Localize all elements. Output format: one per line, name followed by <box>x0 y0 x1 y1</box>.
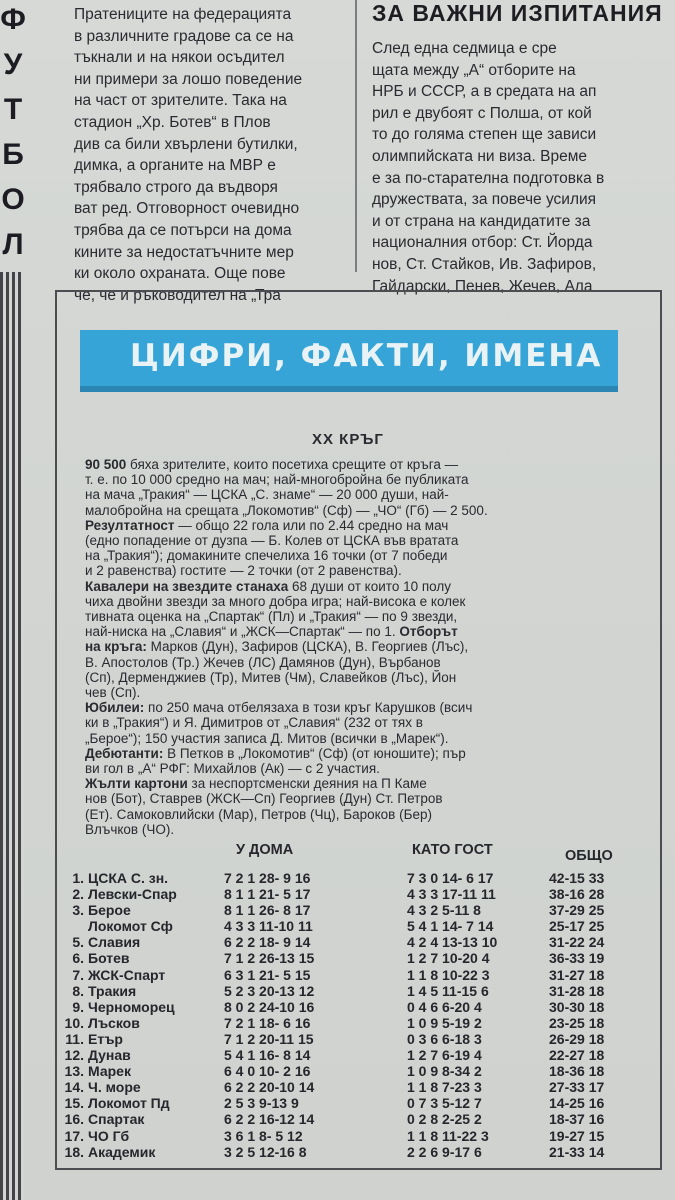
cell-away: 7 3 0 14- 6 17 <box>407 870 494 886</box>
cell-team: ЧО Гб <box>88 1127 130 1144</box>
section-vertical-word <box>0 2 26 263</box>
header-home: У ДОМА <box>236 842 294 858</box>
cell-pos: 6. <box>72 950 84 967</box>
stats-banner <box>80 330 618 392</box>
cell-total: 25-17 25 <box>549 918 605 935</box>
left-article-line: стадион „Хр. Ботев“ в Плов <box>74 113 271 131</box>
table-row <box>62 950 652 966</box>
right-article-line: е за по-старателна подготовка в <box>372 169 605 187</box>
cell-home: 6 3 1 21- 5 15 <box>224 966 311 983</box>
table-row <box>62 934 652 950</box>
cell-team: Локомот Сф <box>88 918 173 935</box>
stats-body-line: ви гол в „А“ РФГ: Михайлов (Ак) — с 2 участия. <box>85 761 380 777</box>
cell-total: 30-30 18 <box>549 998 605 1015</box>
cell-pos: 2. <box>72 886 84 903</box>
stats-body-line: (Ет). Самоковлийски (Мар), Петров (Чц), Бароков (Бер) <box>85 806 432 822</box>
table-row <box>62 1047 652 1063</box>
stats-body-line: и 2 равенства) гостите — 2 точки (от 2 равенства). <box>85 563 402 579</box>
stats-body-line: на „Тракия“); домакините спечелиха 16 точки (от 7 победи <box>85 548 448 564</box>
cell-pos: 14. <box>64 1079 84 1096</box>
cell-total: 18-36 18 <box>549 1063 605 1080</box>
cell-total: 26-29 18 <box>549 1030 605 1047</box>
stats-body-line: чиха двойни звезди за много добра игра; най-висока е колек <box>85 593 466 609</box>
table-row <box>62 999 652 1015</box>
right-article-line: щата между „А“ отборите на <box>372 61 576 79</box>
cell-team: Черноморец <box>88 998 175 1015</box>
cell-away: 5 4 1 14- 7 14 <box>407 918 494 935</box>
stats-body-line: Юбилеи: по 250 мача отбелязаха в този кръг Карушков (всич <box>85 700 473 716</box>
right-article-line: дружествата, за повече усилия <box>372 191 597 209</box>
cell-home: 6 2 2 18- 9 14 <box>224 934 311 951</box>
cell-total: 21-33 14 <box>549 1143 605 1160</box>
column-divider <box>355 0 357 272</box>
left-article-line: трябвало строго да въдворя <box>74 178 278 196</box>
stats-body-line: Дебютанти: В Петков в „Локомотив“ (Сф) (от юношите); пър <box>85 745 466 761</box>
table-row <box>62 1031 652 1047</box>
stats-body-line: Кавалери на звездите станаха 68 души от които 10 полу <box>85 578 451 594</box>
table-row <box>62 886 652 902</box>
side-letter: У <box>3 48 23 81</box>
cell-total: 38-16 28 <box>549 886 605 903</box>
stats-body-line: на мача „Тракия“ — ЦСКА „С. знаме“ — 20 000 души, най- <box>85 487 449 503</box>
cell-home: 7 2 1 28- 9 16 <box>224 870 311 886</box>
cell-pos: 11. <box>65 1030 84 1047</box>
cell-total: 36-33 19 <box>549 950 605 967</box>
stats-body-line: на кръга: Марков (Дун), Зафиров (ЦСКА), В. Георгиев (Лъс), <box>85 639 469 655</box>
side-letter: Ф <box>0 3 26 36</box>
cell-pos: 16. <box>64 1111 84 1128</box>
right-article-line: нов, Ст. Стайков, Ив. Зафиров, <box>372 255 597 273</box>
cell-away: 0 2 8 2-25 2 <box>407 1111 482 1128</box>
cell-home: 6 2 2 16-12 14 <box>224 1111 315 1128</box>
cell-home: 6 2 2 20-10 14 <box>224 1079 315 1096</box>
cell-away: 1 0 9 5-19 2 <box>407 1014 482 1031</box>
right-article-line: и от страна на кандидатите за <box>372 212 591 230</box>
left-article-line: ват ред. Отговорност очевидно <box>74 200 300 218</box>
right-article-line: олимпийската ни виза. Време <box>372 147 587 165</box>
decorative-stripes <box>0 272 24 1200</box>
standings-table <box>62 870 652 1160</box>
banner-title: ЦИФРИ, ФАКТИ, ИМЕНА <box>130 338 603 374</box>
header-away: КАТО ГОСТ <box>412 842 493 858</box>
cell-team: Ботев <box>88 950 130 967</box>
stats-body-line: Резултатност — общо 22 гола или по 2.44 средно на мач <box>85 517 449 533</box>
stats-body-line: Влъчков (ЧО). <box>85 821 175 837</box>
table-row <box>62 1144 652 1160</box>
cell-total: 37-29 25 <box>549 902 605 919</box>
table-row <box>62 1015 652 1031</box>
cell-team: Дунав <box>88 1047 131 1064</box>
stats-body-line: (Сп), Дерменджиев (Тр), Митев (Чм), Славейков (Лъс), Йон <box>85 669 457 685</box>
cell-home: 8 0 2 24-10 16 <box>224 998 315 1015</box>
round-title: XX КРЪГ <box>312 431 384 448</box>
cell-away: 1 0 9 8-34 2 <box>407 1063 482 1080</box>
cell-total: 31-27 18 <box>549 966 605 983</box>
cell-pos: 15. <box>64 1095 84 1112</box>
cell-total: 14-25 16 <box>549 1095 605 1112</box>
cell-home: 4 3 3 11-10 11 <box>224 918 313 935</box>
left-article-line: в различните градове са се на <box>74 27 294 45</box>
stats-body-line: т. е. по 10 000 средно на мач; най-многобройна бе публиката <box>85 472 469 488</box>
cell-team: ЦСКА С. зн. <box>88 870 169 886</box>
right-article <box>372 38 667 297</box>
side-letter: Т <box>3 93 23 126</box>
cell-team: Марек <box>88 1063 131 1080</box>
cell-home: 5 4 1 16- 8 14 <box>224 1047 311 1064</box>
cell-team: Етър <box>88 1030 123 1047</box>
cell-pos: 18. <box>64 1143 84 1160</box>
table-row <box>62 983 652 999</box>
cell-pos: 1. <box>72 870 84 886</box>
cell-team: ЖСК-Спарт <box>88 966 166 983</box>
stats-body-line: 90 500 бяха зрителите, които посетиха срещите от кръга — <box>85 457 459 472</box>
cell-home: 3 2 5 12-16 8 <box>224 1143 307 1160</box>
cell-pos: 9. <box>72 998 84 1015</box>
cell-away: 2 2 6 9-17 6 <box>407 1143 482 1160</box>
table-row <box>62 1079 652 1095</box>
cell-pos: 5. <box>72 934 84 951</box>
table-row <box>62 902 652 918</box>
table-row <box>62 1095 652 1111</box>
cell-home: 5 2 3 20-13 12 <box>224 982 315 999</box>
cell-pos: 17. <box>64 1127 84 1144</box>
cell-total: 19-27 15 <box>549 1127 605 1144</box>
header-total: ОБЩО <box>565 848 613 864</box>
cell-away: 4 3 2 5-11 8 <box>407 902 481 919</box>
stats-body-line: чев (Сп). <box>85 685 141 701</box>
cell-home: 7 2 1 18- 6 16 <box>224 1014 311 1031</box>
cell-away: 4 2 4 13-13 10 <box>407 934 498 951</box>
cell-home: 8 1 1 26- 8 17 <box>224 902 311 919</box>
cell-total: 31-28 18 <box>549 982 605 999</box>
table-row <box>62 1128 652 1144</box>
stats-body-line: Жълти картони за неспортсменски деяния на П Каме <box>85 776 427 792</box>
cell-pos: 7. <box>72 966 84 983</box>
cell-team: Левски-Спар <box>88 886 177 903</box>
right-article-line: След една седмица е сре <box>372 40 557 57</box>
side-letter: Л <box>2 228 24 261</box>
table-row <box>62 1111 652 1127</box>
cell-total: 18-37 16 <box>549 1111 605 1128</box>
cell-pos: 10. <box>64 1014 84 1031</box>
stats-body-line: ки в „Тракия“) и Я. Димитров от „Славия“ (232 от тях в <box>85 715 423 731</box>
left-article-line: димка, а органите на МВР е <box>74 157 276 175</box>
left-article-line: трябва да се потърси на дома <box>74 221 292 239</box>
cell-pos: 13. <box>64 1063 84 1080</box>
cell-total: 23-25 18 <box>549 1014 605 1031</box>
cell-total: 27-33 17 <box>549 1079 605 1096</box>
cell-team: Ч. море <box>88 1079 141 1096</box>
cell-away: 1 2 7 6-19 4 <box>407 1047 482 1064</box>
cell-away: 1 1 8 10-22 3 <box>407 966 490 983</box>
left-article-line: див са били хвърлени бутилки, <box>74 135 298 153</box>
cell-pos: 12. <box>64 1047 84 1064</box>
cell-away: 0 4 6 6-20 4 <box>407 998 482 1015</box>
stats-body-line: малобройна на срещата „Локомотив“ (Сф) — „ЧО“ (Гб) — 2 500. <box>85 502 488 518</box>
cell-pos: 8. <box>72 982 84 999</box>
right-article-line: националния отбор: Ст. Йорда <box>372 234 593 252</box>
cell-team: Локомот Пд <box>88 1095 170 1112</box>
cell-away: 4 3 3 17-11 11 <box>407 886 496 903</box>
stats-body <box>85 457 640 837</box>
right-article-line: рил е двубоят с Полша, от кой <box>372 104 592 122</box>
right-article-line: Гайдарски, Пенев, Жечев, Ала <box>372 277 593 295</box>
cell-home: 6 4 0 10- 2 16 <box>224 1063 311 1080</box>
cell-home: 7 1 2 20-11 15 <box>224 1030 314 1047</box>
cell-home: 7 1 2 26-13 15 <box>224 950 315 967</box>
stats-body-line: „Берое“); 150 участия записа Д. Митов (всички в „Марек“). <box>85 730 449 746</box>
right-article-line: НРБ и СССР, а в средата на ап <box>372 83 597 101</box>
stats-body-line: най-ниска на „Славия“ и „ЖСК—Спартак“ — по 1. Отборът <box>85 624 458 640</box>
table-row <box>62 967 652 983</box>
cell-total: 31-22 24 <box>549 934 605 951</box>
stats-body-line: нов (Бот), Ставрев (ЖСК—Сп) Георгиев (Дун) Ст. Петров <box>85 791 443 807</box>
cell-team: Славия <box>88 934 141 951</box>
cell-home: 2 5 3 9-13 9 <box>224 1095 299 1112</box>
left-article-line: че, че и ръководител на „Тра <box>74 286 281 304</box>
cell-away: 1 2 7 10-20 4 <box>407 950 490 967</box>
cell-team: Академик <box>88 1143 156 1160</box>
stats-body-line: В. Апостолов (Тр.) Жечев (ЛС) Дамянов (Дун), Върбанов <box>85 654 441 670</box>
left-article-line: тъкнали и на някои осъдител <box>74 49 285 67</box>
side-letter: О <box>1 183 25 216</box>
table-row <box>62 870 652 886</box>
stats-body-line: тивната оценка на „Спартак“ (Пл) и „Тракия“ — по 9 звезди, <box>85 609 458 625</box>
table-row <box>62 918 652 934</box>
cell-team: Тракия <box>88 982 137 999</box>
cell-team: Берое <box>88 902 131 919</box>
right-article-heading: ЗА ВАЖНИ ИЗПИТАНИЯ <box>372 0 663 26</box>
cell-home: 8 1 1 21- 5 17 <box>224 886 311 903</box>
cell-home: 3 6 1 8- 5 12 <box>224 1127 303 1144</box>
cell-team: Лъсков <box>88 1014 140 1031</box>
cell-total: 22-27 18 <box>549 1047 605 1064</box>
left-article-line: ки около охраната. Още пове <box>74 265 286 283</box>
cell-team: Спартак <box>88 1111 145 1128</box>
stats-body-line: (едно попадение от дузпа — Б. Колев от ЦСКА във вратата <box>85 533 459 549</box>
table-row <box>62 1063 652 1079</box>
cell-pos: 3. <box>72 902 84 919</box>
cell-away: 1 1 8 11-22 3 <box>407 1127 489 1144</box>
cell-away: 0 7 3 5-12 7 <box>407 1095 482 1112</box>
cell-away: 0 3 6 6-18 3 <box>407 1030 482 1047</box>
left-article-line: Пратениците на федерацията <box>74 6 292 23</box>
right-article-line: то до голяма степен ще зависи <box>372 126 597 144</box>
side-letter: Б <box>2 138 24 171</box>
left-article-line: ни примери за лошо поведение <box>74 70 303 88</box>
left-article <box>74 4 352 306</box>
cell-away: 1 4 5 11-15 6 <box>407 982 489 999</box>
cell-away: 1 1 8 7-23 3 <box>407 1079 482 1096</box>
left-article-line: кините за недостатъчните мер <box>74 243 294 261</box>
cell-total: 42-15 33 <box>549 870 605 886</box>
left-article-line: на част от зрителите. Така на <box>74 92 287 110</box>
